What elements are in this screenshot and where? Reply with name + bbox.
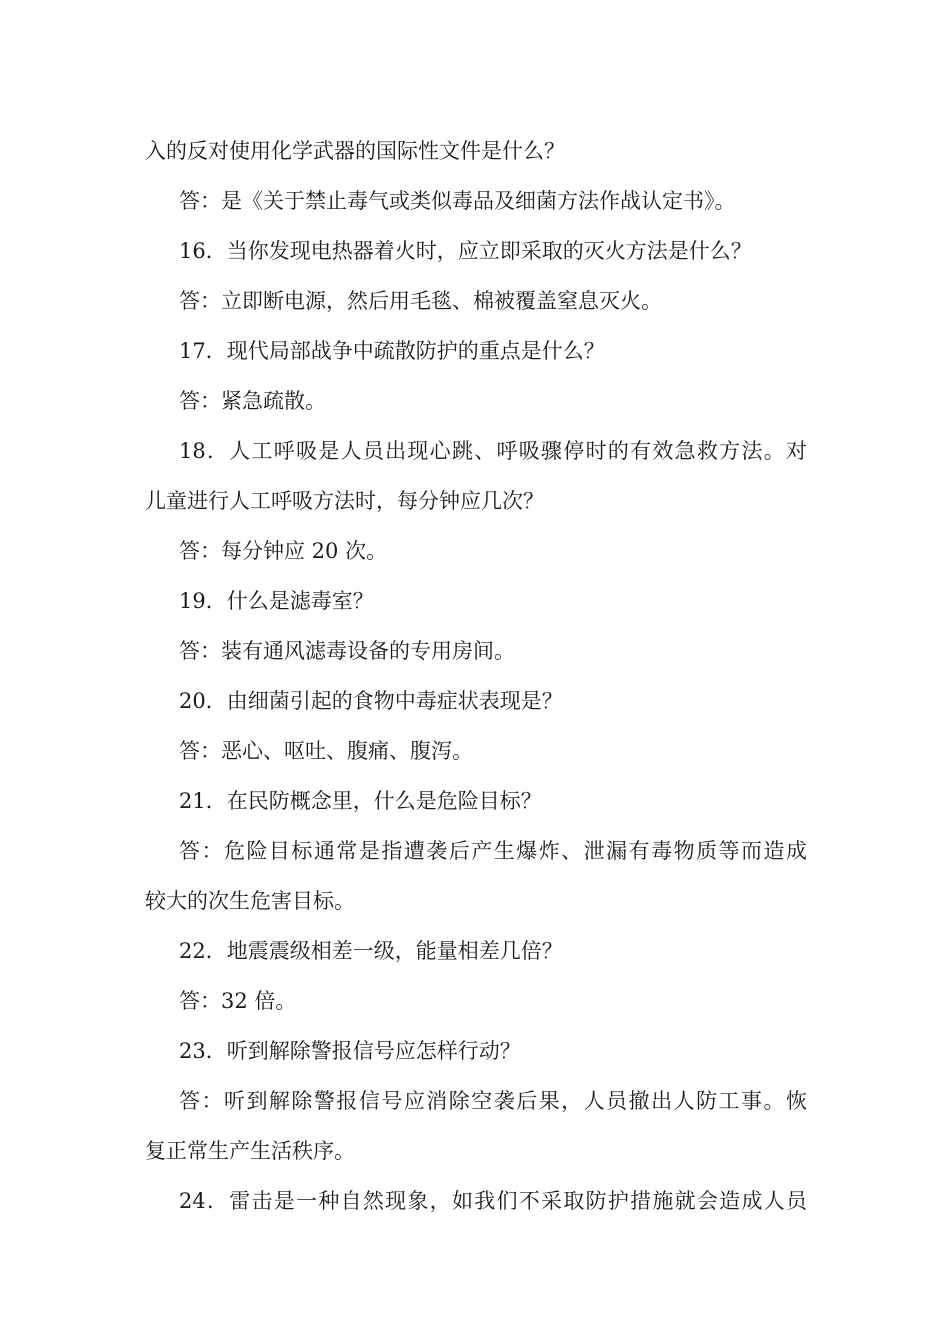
text-line-continuation: 较大的次生危害目标。 <box>145 889 355 913</box>
question-line: 23．听到解除警报信号应怎样行动？ <box>179 1039 521 1063</box>
question-line: 16．当你发现电热器着火时，应立即采取的灭火方法是什么？ <box>179 239 752 263</box>
question-line: 21．在民防概念里，什么是危险目标？ <box>179 789 542 813</box>
text-line-continuation: 复正常生产生活秩序。 <box>145 1139 355 1163</box>
answer-line: 答：听到解除警报信号应消除空袭后果，人员撤出人防工事。恢 <box>179 1089 807 1113</box>
text-line-continuation: 入的反对使用化学武器的国际性文件是什么？ <box>145 139 565 163</box>
document-page <box>145 126 807 1226</box>
answer-line: 答：装有通风滤毒设备的专用房间。 <box>179 639 515 663</box>
answer-line: 答：立即断电源，然后用毛毯、棉被覆盖窒息灭火。 <box>179 289 662 313</box>
answer-line: 答：每分钟应 20 次。 <box>179 539 388 563</box>
answer-line: 答：危险目标通常是指遭袭后产生爆炸、泄漏有毒物质等而造成 <box>179 839 807 863</box>
answer-line: 答：是《关于禁止毒气或类似毒品及细菌方法作战认定书》。 <box>179 189 736 213</box>
question-line: 19．什么是滤毒室？ <box>179 589 374 613</box>
question-line: 22．地震震级相差一级，能量相差几倍？ <box>179 939 563 963</box>
question-line: 17．现代局部战争中疏散防护的重点是什么？ <box>179 339 605 363</box>
answer-line: 答：紧急疏散。 <box>179 389 326 413</box>
question-line: 20．由细菌引起的食物中毒症状表现是？ <box>179 689 563 713</box>
text-line-continuation: 儿童进行人工呼吸方法时，每分钟应几次？ <box>145 489 544 513</box>
question-line: 18．人工呼吸是人员出现心跳、呼吸骤停时的有效急救方法。对 <box>179 439 807 463</box>
answer-line: 答：32 倍。 <box>179 989 297 1013</box>
question-line: 24．雷击是一种自然现象，如我们不采取防护措施就会造成人员 <box>179 1189 807 1213</box>
answer-line: 答：恶心、呕吐、腹痛、腹泻。 <box>179 739 473 763</box>
